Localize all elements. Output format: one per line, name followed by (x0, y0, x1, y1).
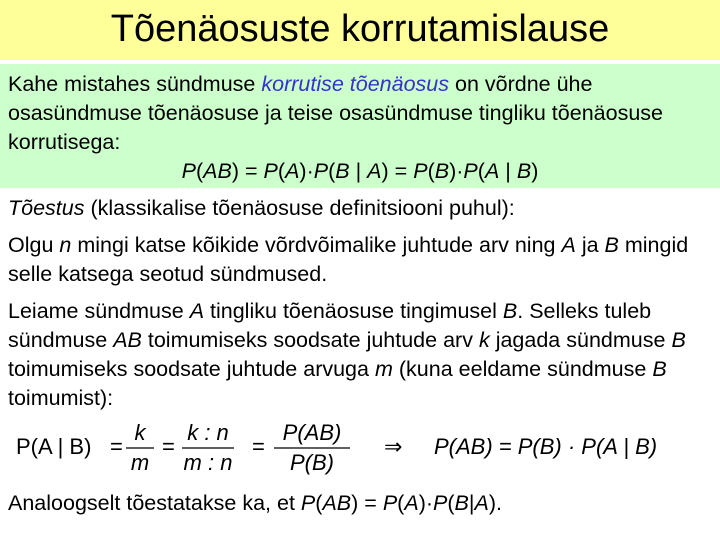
eq-frac1-den: m (130, 450, 150, 475)
theorem-text-after: on võrdne ühe osasündmuse tõenäosuse ja teise osasündmuse tingliku tõenäosuse korrutisega: (8, 72, 663, 154)
proof-paragraph-2: Leiame sündmuse A tingliku tõenäosuse tingimusel B. Selleks tuleb sündmuse AB toimumiseks soodsate juhtude arv k jagada sündmuse B toimumiseks soodsate juhtude arvuga m (kuna eeldame sündmuse B toimumist): (8, 299, 686, 410)
theorem-box (0, 64, 720, 188)
eq-sign-3: = (252, 434, 265, 459)
eq-frac2-den: m : n (183, 450, 233, 475)
eq-frac1-num: k (134, 420, 146, 445)
eq-sign-2: = (162, 434, 175, 459)
theorem-formula: P(AB) = P(A)·P(B | A) = P(B)·P(A | B) (181, 159, 539, 183)
eq-sign-1: = (110, 434, 123, 459)
equation-svg (16, 418, 706, 482)
proof-heading-rest: (klassikalise tõenäosuse definitsiooni puhul): (84, 196, 515, 220)
eq-lhs: P(A | B) (16, 434, 92, 459)
proof-heading (8, 194, 714, 223)
theorem-term: korrutise tõenäosus (261, 72, 450, 96)
eq-frac2-num: k : n (187, 420, 229, 445)
eq-frac3-den: P(B) (290, 450, 334, 475)
theorem-statement (8, 70, 712, 157)
eq-rhs: P(AB) = P(B) · P(A | B) (434, 434, 658, 459)
conclusion: Analoogselt tõestatakse ka, et P(AB) = P(A)·P(B|A). (8, 491, 502, 515)
theorem-text-before: Kahe mistahes sündmuse (8, 72, 262, 96)
title-bar (0, 0, 720, 60)
proof-section (8, 194, 714, 421)
proof-heading-term: Tõestus (8, 196, 85, 220)
equation-row (16, 418, 706, 482)
eq-frac3-num: P(AB) (282, 420, 342, 445)
slide-title: Tõenäosuste korrutamislause (110, 8, 610, 50)
eq-implies: ⇒ (384, 434, 403, 459)
proof-paragraph-1: Olgu n mingi katse kõikide võrdvõimalike juhtude arv ning A ja B mingid selle katsega seotud sündmused. (8, 233, 689, 286)
